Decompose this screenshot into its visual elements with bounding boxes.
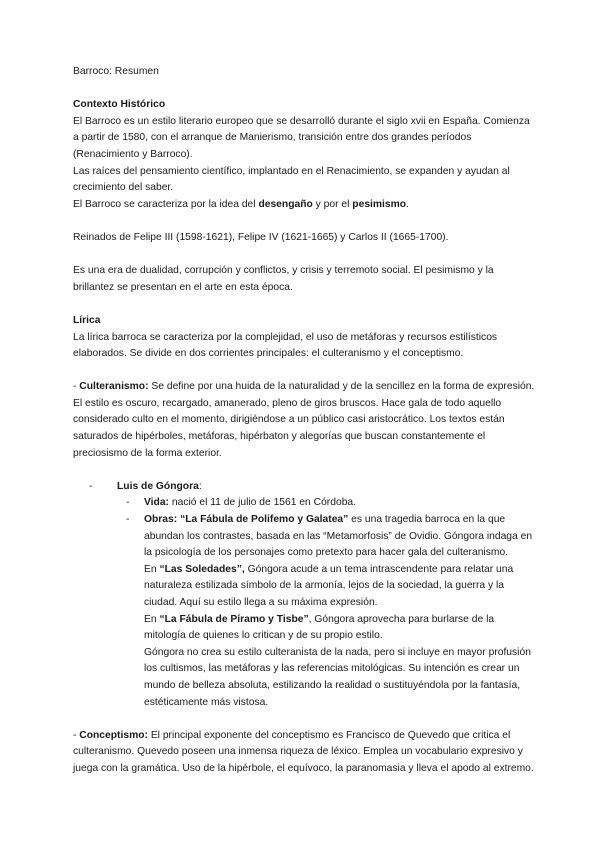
term-pesimismo: pesimismo <box>352 198 407 210</box>
bullet-dash: - <box>126 514 130 526</box>
reigns-paragraph: Reinados de Felipe III (1598-1621), Felipe IV (1621-1665) y Carlos II (1665-1700). <box>73 231 449 243</box>
lirica-intro: La lírica barroca se caracteriza por la complejidad, el uso de metáforas y recursos estilísticos elaborados. Se divide en dos corrientes principales: el culteranismo y el conceptismo. <box>73 331 498 360</box>
context-paragraph-3: El Barroco se caracteriza por la idea del desengaño y por el pesimismo. <box>73 198 409 210</box>
context-paragraph-1: El Barroco es un estilo literario europeo que se desarrolló durante el siglo xvii en España. Comienza a partir de 1580, con el arranque de Manierismo, transición entre dos grandes períodos (Renacimiento y Barroco). <box>73 115 530 160</box>
era-paragraph: Es una era de dualidad, corrupción y conflictos, y crisis y terremoto social. El pesimismo y la brillantez se presentan en el arte en esta época. <box>73 265 494 293</box>
term-desengano: desengaño <box>258 198 313 210</box>
bullet-dash: - <box>126 497 130 509</box>
document-page <box>73 64 535 778</box>
gongora-name: Luis de Góngora <box>117 480 199 492</box>
context-paragraph-2: Las raíces del pensamiento científico, implantado en el Renacimiento, se expanden y ayudan al crecimiento del saber. <box>73 165 510 194</box>
bullet-dash: - <box>89 480 93 492</box>
gongora-vida: - Vida: nació el 11 de julio de 1561 en Córdoba. <box>73 495 535 512</box>
conceptismo-paragraph: - Conceptismo: El principal exponente del conceptismo es Francisco de Quevedo que critica el culteranismo. Quevedo poseen una inmensa riqueza de léxico. Emplea un vocabulario expresivo y juega con la gramática. Uso de la hipérbole, el equívoco, la paranomasia y lleva el apodo al extremo. <box>73 729 534 774</box>
conceptismo-label: Conceptismo: <box>79 729 148 741</box>
gongora-obras: - Obras: “La Fábula de Polifemo y Galatea” es una tragedia barroca en la que abundan los contrastes, basada en las “Metamorfosis” de Ovidio. Góngora indaga en la psicología de los personajes como pretexto para hacer gala del culteranismo. <box>126 514 533 559</box>
gongora-item: - Luis de Góngora: <box>73 479 535 496</box>
lirica-heading: Lírica <box>73 314 101 326</box>
vida-label: Vida: <box>144 497 169 509</box>
culteranismo-paragraph: - Culteranismo: Se define por una huida de la naturalidad y de la sencillez en la forma de expresión. El estilo es oscuro, recargado, amanerado, pleno de giros bruscos. Hace gala de todo aquello considerado culto en el momento, dirigiéndose a un público casi aristocrático. Los textos están saturados de hipérboles, metáforas, hipérbaton y alegorías que buscan constantemente el preciosismo de la forma exterior. <box>73 381 535 459</box>
obra-piramo: “La Fábula de Píramo y Tisbe” <box>159 613 309 625</box>
document-title: Barroco: Resumen <box>73 66 159 77</box>
gongora-soledades: En “Las Soledades”, Góngora acude a un tema intrascendente para relatar una naturaleza estilizada símbolo de la armonía, lejos de la sociedad, la guerra y la ciudad. Aquí su estilo llega a su máxima expresión. <box>144 563 514 608</box>
gongora-piramo: En “La Fábula de Píramo y Tisbe”, Góngora aprovecha para burlarse de la mitología de quienes lo critican y de su propio estilo. <box>144 613 495 642</box>
obra-soledades: “Las Soledades”, <box>159 563 245 575</box>
obra-polifemo: “La Fábula de Polifemo y Galatea” <box>180 514 349 526</box>
context-heading: Contexto Histórico <box>73 99 166 111</box>
obras-label: Obras: <box>144 514 181 526</box>
gongora-final: Góngora no crea su estilo culteranista de la nada, pero si incluye en mayor profusión los cultismos, las metáforas y las referencias mitológicas. Su intención es crear un mundo de belleza absoluta, estilizando la realidad o sustituyéndola por la fantasía, estéticamente más vistosa. <box>144 646 531 708</box>
culteranismo-label: Culteranismo: <box>79 381 149 393</box>
